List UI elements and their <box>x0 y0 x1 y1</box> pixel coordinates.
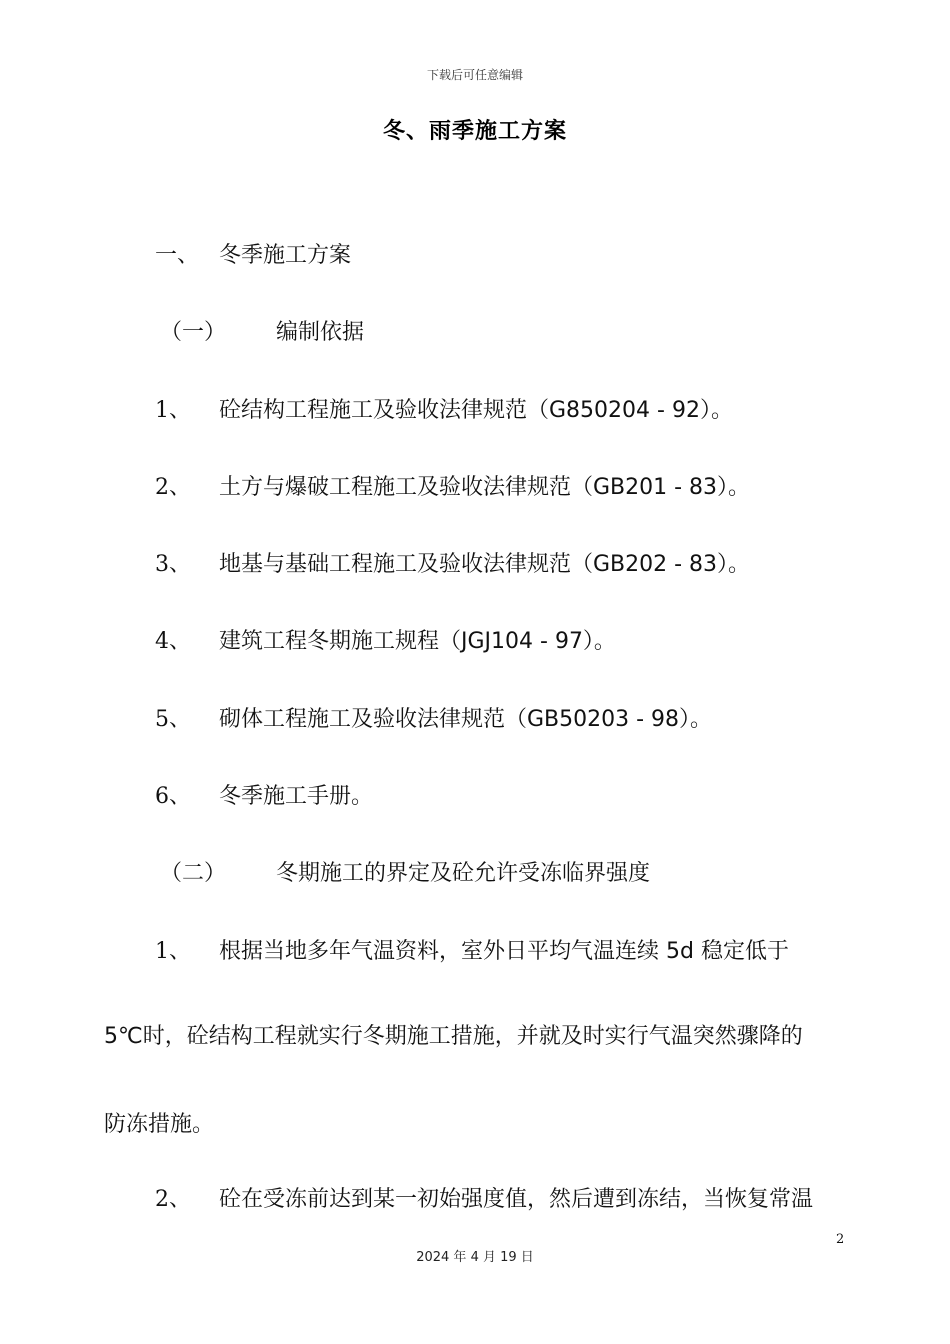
list-item-text: 冬季施工手册。 <box>219 784 374 809</box>
list-item-number: 5、 <box>155 707 191 732</box>
footer-date: 2024 年 4 月 19 日 <box>416 1250 534 1265</box>
paragraph-text: 砼在受冻前达到某一初始强度值，然后遭到冻结，当恢复常温 <box>219 1187 814 1212</box>
paragraph-number: 2、 <box>155 1187 191 1212</box>
list-item-number: 6、 <box>155 784 191 809</box>
list-item-number: 1、 <box>155 398 191 423</box>
subsection-title: 编制依据 <box>276 320 365 345</box>
paragraph-line: 防冻措施。 <box>104 1112 215 1137</box>
list-item-number: 4、 <box>155 629 191 654</box>
section-marker: 一、 <box>155 243 200 268</box>
list-item-number: 2、 <box>155 475 191 500</box>
page-number: 2 <box>836 1232 845 1247</box>
subsection-title: 冬期施工的界定及砼允许受冻临界强度 <box>276 861 651 886</box>
header-note: 下载后可任意编辑 <box>426 68 523 82</box>
paragraph-text: 根据当地多年气温资料，室外日平均气温连续 5d 稳定低于 <box>219 939 789 964</box>
paragraph-line: 5℃时，砼结构工程就实行冬期施工措施，并就及时实行气温突然骤降的 <box>104 1024 803 1049</box>
subsection-marker: （一） <box>160 320 227 345</box>
list-item-text: 砼结构工程施工及验收法律规范（G850204 - 92）。 <box>219 398 733 423</box>
list-item-text: 土方与爆破工程施工及验收法律规范（GB201 - 83）。 <box>219 475 751 500</box>
list-item-text: 砌体工程施工及验收法律规范（GB50203 - 98）。 <box>219 707 713 732</box>
document-title: 冬、雨季施工方案 <box>382 119 567 144</box>
list-item-text: 建筑工程冬期施工规程（JGJ104 - 97）。 <box>219 629 616 654</box>
section-title: 冬季施工方案 <box>219 243 352 268</box>
subsection-marker: （二） <box>160 861 227 886</box>
list-item-number: 3、 <box>155 552 191 577</box>
list-item-text: 地基与基础工程施工及验收法律规范（GB202 - 83）。 <box>219 552 751 577</box>
paragraph-number: 1、 <box>155 939 191 964</box>
